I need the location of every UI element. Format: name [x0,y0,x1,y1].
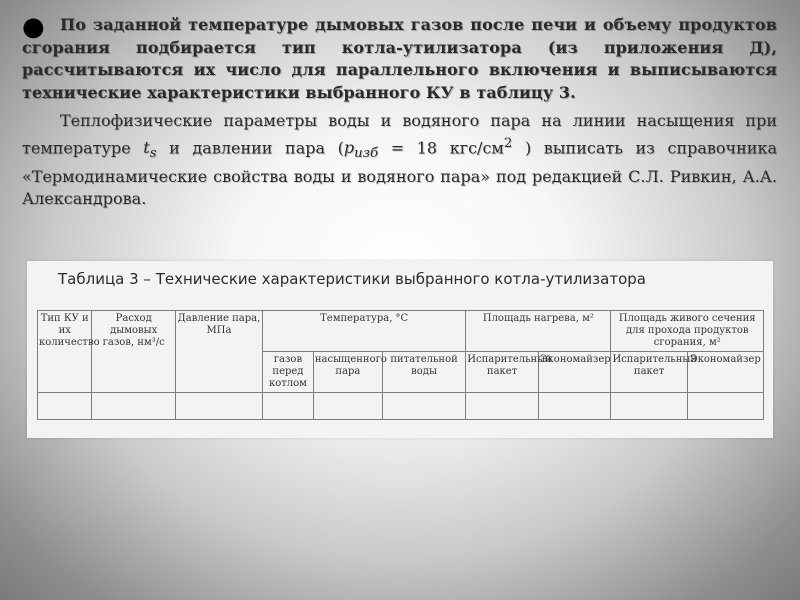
table-cell [538,393,611,420]
ts-symbol [143,137,157,162]
header-type: Тип КУ и их количество [38,311,92,393]
paragraph-2-part-1: Теплофизические параметры воды и водяного пара на линии насыщения при температуре [22,111,777,157]
paragraph-2-part-4: ) выписать из справочника «Термодинамические свойства воды и водяного пара» под редакцией С.Л. Ривкин, А.А. Александрова. [22,137,777,209]
p-letter: p [343,137,355,157]
subheader-section-economizer: Экономайзер [687,352,763,393]
subheader-evaporator: Испарительный пакет [466,352,539,393]
subheader-section-evaporator: Испарительный пакет [611,352,687,393]
power-superscript: 2 [503,135,513,151]
table-cell [466,393,539,420]
table-row [38,393,764,420]
header-flow: Расход дымовых газов, нм³/с [92,311,175,393]
table-cell [38,393,92,420]
paragraph-2-part-3: = 18 кгс/см [390,137,504,157]
table-caption: Таблица 3 – Технические характеристики выбранного котла-утилизатора [58,270,646,288]
paragraph-2: Теплофизические параметры воды и водяного пара на линии насыщения при температуре $t_s$ и давлении пара ($p_{изб} = 18$ кгс/$см^2$ ) выписать из справочника «Термодинамические свойства воды и водяного пара» под редакцией С.Л. Ривкин, А.А. Александрова. [22,111,777,209]
header-pressure: Давление пара, МПа [175,311,262,393]
ts-subscript: s [149,146,157,162]
table-cell [611,393,687,420]
header-section: Площадь живого сечения для прохода продуктов сгорания, м² [611,311,764,352]
header-area: Площадь нагрева, м² [466,311,611,352]
paragraph-1: По заданной температуре дымовых газов после печи и объему продуктов сгорания подбирается тип котла-утилизатора (из приложения Д), рассчитываются их число для параллельного включения и выписываются технические характеристики выбранного КУ в таблицу 3. [22,15,777,102]
slide-text [22,14,777,217]
paragraph-2-part-2: и давлении пара [169,137,326,157]
p-subscript: изб [354,146,379,162]
ts-letter: t [143,137,150,157]
subheader-economizer: Экономайзер [538,352,611,393]
table-cell [382,393,465,420]
table-cell [687,393,763,420]
subheader-saturated: насыщенного пара [313,352,382,393]
subheader-gas-before: газов перед котлом [263,352,314,393]
table-cell [92,393,175,420]
header-temperature: Температура, °С [263,311,466,352]
table-cell [313,393,382,420]
specifications-table [37,310,764,420]
subheader-feed-water: питательной воды [382,352,465,393]
bullet-icon: ● [22,12,45,42]
table-cell [263,393,314,420]
table-cell [175,393,262,420]
p-symbol [343,137,379,162]
